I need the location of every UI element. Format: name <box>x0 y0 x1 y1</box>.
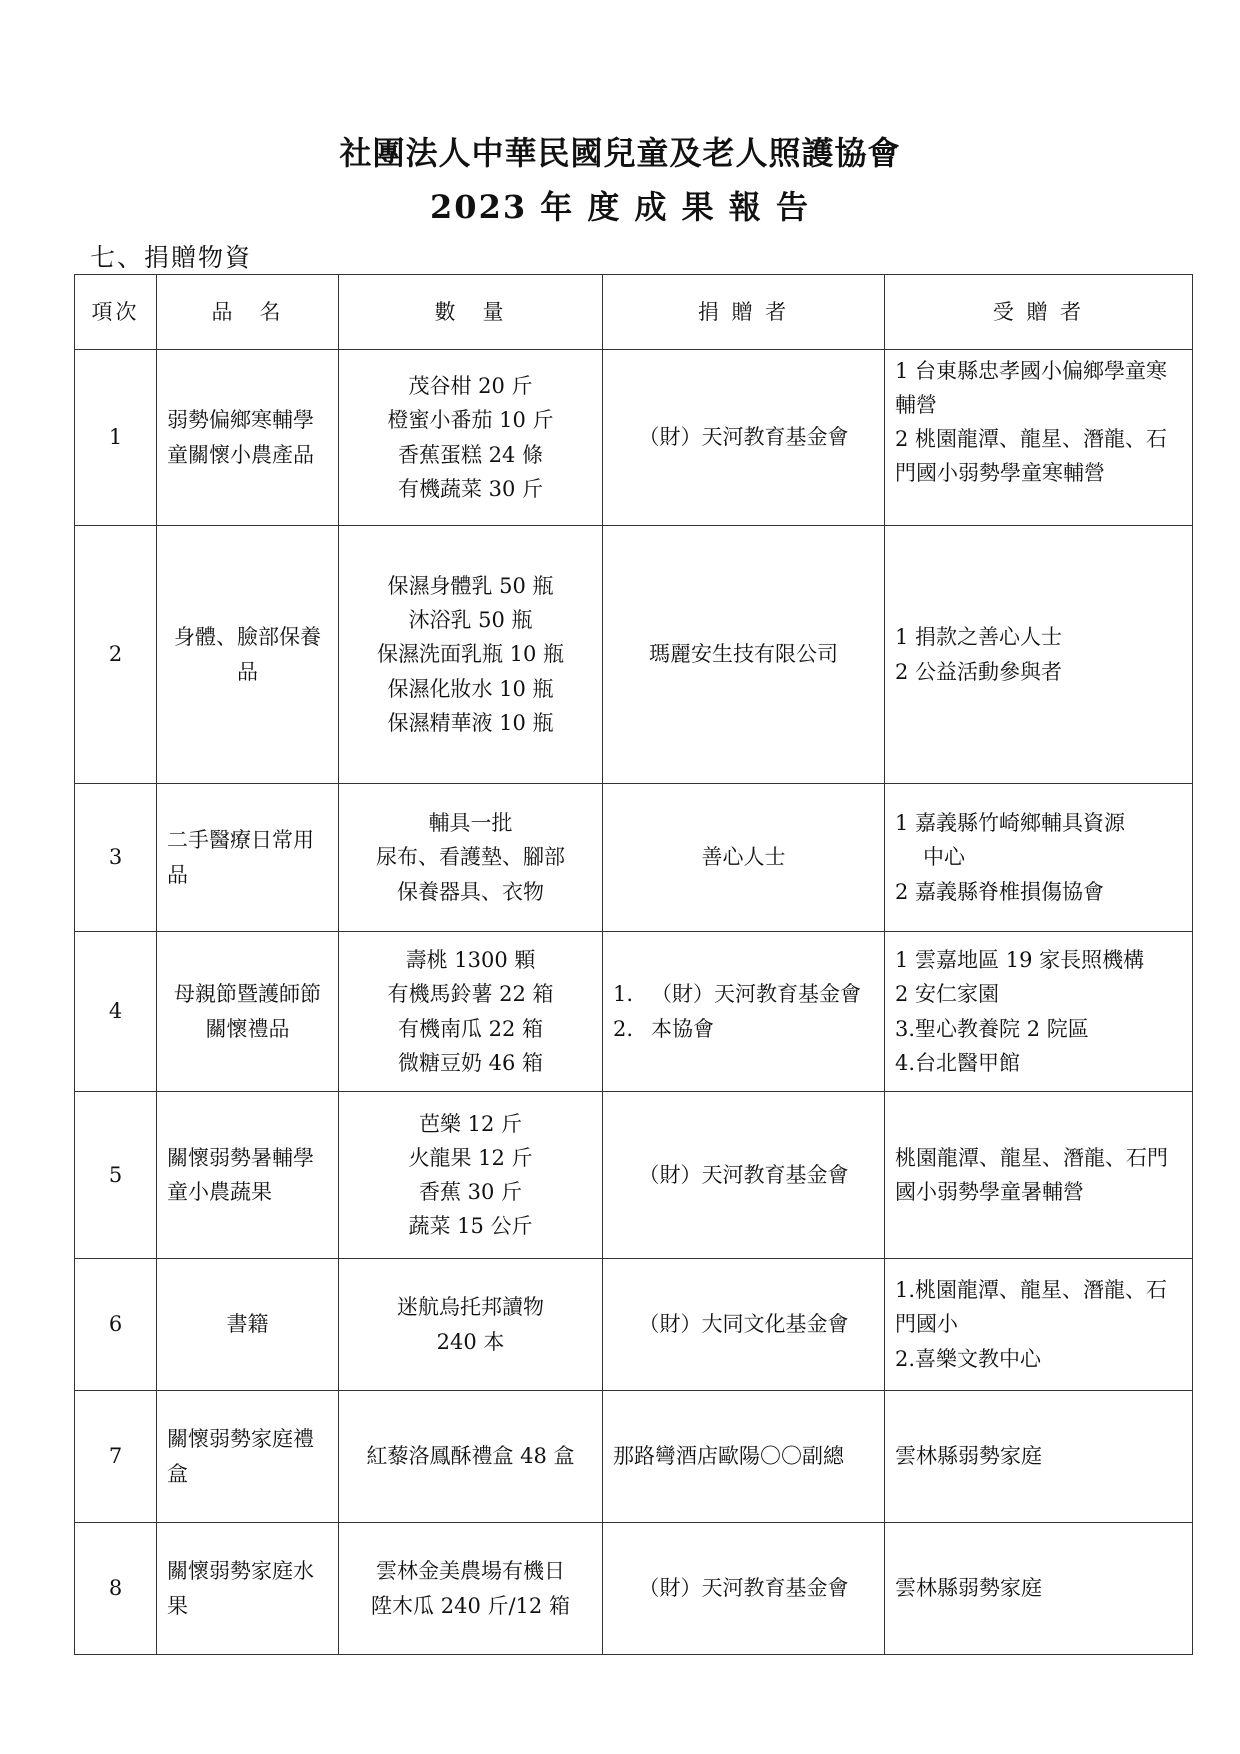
cell-no: 3 <box>75 784 157 932</box>
cell-donor <box>603 526 885 784</box>
quantity-line: 微糖豆奶 46 箱 <box>397 1050 544 1075</box>
header-item-name: 品 名 <box>157 275 339 350</box>
recipient-line: 2 桃園龍潭、龍星、潛龍、石門國小弱勢學童寒輔營 <box>895 427 1168 486</box>
list-item <box>613 1012 874 1046</box>
cell-no: 4 <box>75 932 157 1092</box>
cell-item-name: 關懷弱勢家庭禮盒 <box>157 1391 339 1523</box>
cell-quantity <box>339 1391 603 1523</box>
cell-item-name: 身體、臉部保養品 <box>157 526 339 784</box>
quantity-line: 陞木瓜 240 斤/12 箱 <box>371 1593 570 1618</box>
cell-quantity <box>339 1092 603 1259</box>
cell-item-name: 書籍 <box>157 1259 339 1391</box>
quantity-line: 迷航烏托邦讀物 <box>397 1295 544 1320</box>
table-row <box>75 1391 1193 1523</box>
donor-name: （財）大同文化基金會 <box>638 1312 849 1337</box>
table-row <box>75 526 1193 784</box>
cell-recipient <box>885 1391 1193 1523</box>
header-donor: 捐 贈 者 <box>603 275 885 350</box>
cell-donor <box>603 350 885 526</box>
recipient-line: 1 捐款之善心人士 <box>895 625 1063 650</box>
quantity-line: 沐浴乳 50 瓶 <box>408 608 533 633</box>
quantity-line: 尿布、看護墊、腳部 <box>376 845 565 870</box>
cell-no: 1 <box>75 350 157 526</box>
header-recipient: 受 贈 者 <box>885 275 1193 350</box>
recipient-line: 雲林縣弱勢家庭 <box>895 1444 1042 1469</box>
cell-donor <box>603 932 885 1092</box>
recipient-line: 1 嘉義縣竹崎鄉輔具資源 <box>895 811 1126 836</box>
cell-donor <box>603 1391 885 1523</box>
cell-quantity <box>339 526 603 784</box>
cell-recipient <box>885 350 1193 526</box>
table-row <box>75 1523 1193 1655</box>
cell-item-name: 關懷弱勢家庭水果 <box>157 1523 339 1655</box>
cell-donor <box>603 1092 885 1259</box>
quantity-line: 茂谷柑 20 斤 <box>408 374 533 399</box>
recipient-line: 4.台北醫甲館 <box>895 1050 1021 1075</box>
quantity-line: 240 本 <box>436 1329 505 1354</box>
cell-quantity <box>339 932 603 1092</box>
cell-item-name: 母親節暨護師節關懷禮品 <box>157 932 339 1092</box>
header-no: 項次 <box>75 275 157 350</box>
quantity-line: 火龍果 12 斤 <box>408 1145 533 1170</box>
donor-name: 本協會 <box>651 1016 714 1041</box>
quantity-line: 蔬菜 15 公斤 <box>408 1214 533 1239</box>
quantity-line: 有機南瓜 22 箱 <box>397 1016 544 1041</box>
cell-recipient <box>885 1523 1193 1655</box>
section-heading: 七、捐贈物資 <box>90 243 253 272</box>
recipient-line: 2 公益活動參與者 <box>895 659 1063 684</box>
cell-no: 5 <box>75 1092 157 1259</box>
recipient-line: 中心 <box>923 845 965 870</box>
cell-recipient <box>885 1259 1193 1391</box>
quantity-line: 保養器具、衣物 <box>397 879 544 904</box>
quantity-line: 香蕉蛋糕 24 條 <box>397 442 544 467</box>
quantity-line: 輔具一批 <box>428 811 513 836</box>
quantity-line: 雲林金美農場有機日 <box>376 1559 565 1584</box>
recipient-line: 1 雲嘉地區 19 家長照機構 <box>895 948 1145 973</box>
recipient-line: 2 嘉義縣脊椎損傷協會 <box>895 879 1105 904</box>
recipient-line: 3.聖心教養院 2 院區 <box>895 1016 1089 1041</box>
donor-name: （財）天河教育基金會 <box>651 982 861 1007</box>
quantity-line: 保濕身體乳 50 瓶 <box>387 574 554 599</box>
donor-number: 2. <box>613 1016 634 1041</box>
report-subtitle: 2023 年 度 成 果 報 告 <box>430 188 810 226</box>
quantity-line: 保濕洗面乳瓶 10 瓶 <box>376 642 565 667</box>
cell-item-name: 二手醫療日常用品 <box>157 784 339 932</box>
quantity-line: 壽桃 1300 顆 <box>405 948 536 973</box>
cell-quantity <box>339 1259 603 1391</box>
recipient-line: 2.喜樂文教中心 <box>895 1346 1042 1371</box>
donor-name: 瑪麗安生技有限公司 <box>649 642 838 667</box>
donor-name: （財）天河教育基金會 <box>638 425 849 450</box>
table-row <box>75 1259 1193 1391</box>
table-row <box>75 784 1193 932</box>
recipient-line: 1.桃園龍潭、龍星、潛龍、石門國小 <box>895 1278 1168 1337</box>
table-row <box>75 350 1193 526</box>
cell-item-name: 關懷弱勢暑輔學童小農蔬果 <box>157 1092 339 1259</box>
cell-recipient <box>885 1092 1193 1259</box>
cell-quantity <box>339 784 603 932</box>
quantity-line: 保濕精華液 10 瓶 <box>387 710 554 735</box>
recipient-line: 桃園龍潭、龍星、潛龍、石門國小弱勢學童暑輔營 <box>895 1145 1168 1204</box>
table-row <box>75 1092 1193 1259</box>
quantity-line: 有機蔬菜 30 斤 <box>397 476 544 501</box>
cell-recipient <box>885 526 1193 784</box>
quantity-line: 紅藜洛鳳酥禮盒 48 盒 <box>366 1444 575 1469</box>
recipient-line: 雲林縣弱勢家庭 <box>895 1576 1042 1601</box>
table-row <box>75 932 1193 1092</box>
cell-recipient <box>885 784 1193 932</box>
recipient-line: 1 台東縣忠孝國小偏鄉學童寒輔營 <box>895 359 1168 418</box>
cell-recipient <box>885 932 1193 1092</box>
donor-name: （財）天河教育基金會 <box>638 1576 849 1601</box>
cell-no: 2 <box>75 526 157 784</box>
recipient-line: 2 安仁家園 <box>895 982 1000 1007</box>
quantity-line: 香蕉 30 斤 <box>418 1180 523 1204</box>
quantity-line: 芭樂 12 斤 <box>418 1111 523 1136</box>
quantity-line: 橙蜜小番茄 10 斤 <box>387 408 554 433</box>
cell-item-name: 弱勢偏鄉寒輔學童關懷小農產品 <box>157 350 339 526</box>
donor-list <box>613 977 874 1045</box>
header-quantity: 數 量 <box>339 275 603 350</box>
cell-no: 7 <box>75 1391 157 1523</box>
quantity-line: 有機馬鈴薯 22 箱 <box>387 982 554 1007</box>
cell-donor <box>603 1523 885 1655</box>
list-item <box>613 977 874 1011</box>
cell-donor <box>603 1259 885 1391</box>
report-title: 社團法人中華民國兒童及老人照護協會 <box>339 134 901 172</box>
cell-donor <box>603 784 885 932</box>
donation-table <box>74 274 1193 1655</box>
cell-no: 8 <box>75 1523 157 1655</box>
cell-quantity <box>339 350 603 526</box>
quantity-line: 保濕化妝水 10 瓶 <box>387 676 554 701</box>
cell-quantity <box>339 1523 603 1655</box>
donor-name: 善心人士 <box>701 845 786 870</box>
donor-number: 1. <box>613 982 634 1007</box>
donor-name: （財）天河教育基金會 <box>638 1162 849 1187</box>
donor-name: 那路彎酒店歐陽〇〇副總 <box>613 1444 844 1469</box>
cell-no: 6 <box>75 1259 157 1391</box>
